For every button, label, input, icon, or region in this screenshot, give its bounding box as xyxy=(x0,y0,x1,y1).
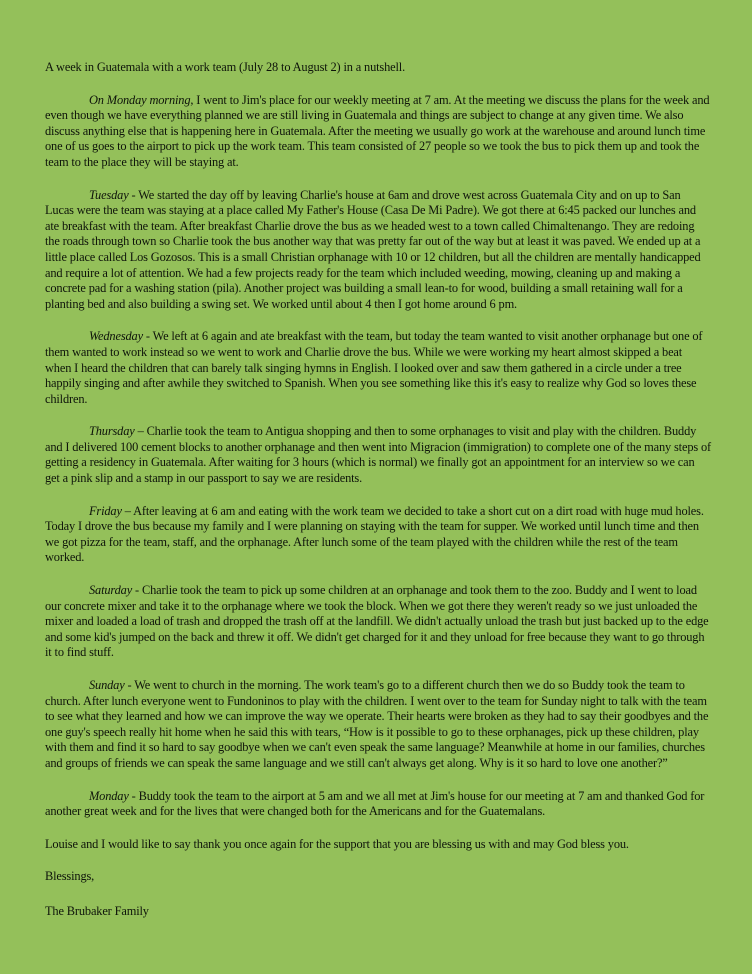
paragraph-text: , I went to Jim's place for our weekly meeting at 7 am. At the meeting we discuss the plans for the week and even though we have everything planned we are still living in Guatemala and things are subject to change at any given time. We also discuss anything else that is happening here in Guatemala. After the meeting we usually go work at the warehouse and around lunch time one of us goes to the airport to pick up the work team. This team consisted of 27 people so we took the bus to pick them up and took the team to the place they will be staying at. xyxy=(45,92,710,169)
day-label: Tuesday xyxy=(89,187,129,202)
paragraph-monday xyxy=(45,789,711,820)
letter-page xyxy=(45,60,711,939)
signature: The Brubaker Family xyxy=(45,903,149,918)
paragraph-monday-morning xyxy=(45,93,711,171)
day-label: Friday xyxy=(89,503,122,518)
paragraph-text: - We started the day off by leaving Charlie's house at 6am and drove west across Guatemala City and on up to San Lucas were the team was staying at a place called My Father's House (Casa De Mi Padre). We got there at 6:45 packed our lunches and ate breakfast with the team. After breakfast Charlie drove the bus as we headed west to a town called Chimaltenango. They are redoing the roads through town so Charlie took the bus another way that was pretty far out of the way but at least it was paved. We ended up at a little place called Los Gozosos. This is a small Christian orphanage with 10 or 12 children, but all the children are mentally handicapped and require a lot of attention. We had a few projects ready for the team which included weeding, mowing, cleaning up and making a concrete pad for a washing station (pila). Another project was building a small lean-to for wood, building a small retaining wall for a planting bed and also building a swing set. We worked until about 4 then I got home around 6 pm. xyxy=(45,187,701,311)
day-label: Monday xyxy=(89,788,129,803)
paragraph-thursday xyxy=(45,424,711,486)
paragraph-saturday xyxy=(45,583,711,661)
letter-title: A week in Guatemala with a work team (July 28 to August 2) in a nutshell. xyxy=(45,60,406,74)
paragraph-text: – Charlie took the team to Antigua shopping and then to some orphanages to visit and play with the children. Buddy and I delivered 100 cement blocks to another orphanage and then went into Migracion (immigration) to complete one of the many steps of getting a residency in Guatemala. After waiting for 3 hours (which is normal) we finally got an appointment for an interview so we can get a pink slip and a stamp in our passport to say we are residents. xyxy=(45,424,712,486)
day-label: Wednesday xyxy=(89,329,143,344)
day-label: Thursday xyxy=(89,424,135,439)
paragraph-text: - Buddy took the team to the airport at 5 am and we all met at Jim's house for our meeting at 7 am and thanked God for another great week and for the lives that were changed both for the Americans and for the Guatemalans. xyxy=(45,788,705,819)
paragraph-tuesday xyxy=(45,188,711,313)
day-label: On Monday morning xyxy=(89,92,191,107)
day-label: Saturday xyxy=(89,583,133,598)
day-label: Sunday xyxy=(89,678,125,692)
paragraph-sunday xyxy=(45,678,711,772)
paragraph-wednesday xyxy=(45,329,711,407)
paragraph-text: - Charlie took the team to pick up some children at an orphanage and took them to the zoo. Buddy and I went to load our concrete mixer and take it to the orphanage where we took the block. When we got there they weren't ready so we just unloaded the mixer and loaded a load of trash and dropped the trash off at the landfill. We didn't actually unload the trash but just backed up to the edge and some kid's jumped on the back and threw it off. We didn't get charged for it and they unload for free because they want to go through it to find stuff. xyxy=(45,583,709,660)
paragraph-text: - We left at 6 again and ate breakfast with the team, but today the team wanted to visit another orphanage but one of them wanted to work instead so we went to work and Charlie drove the bus. While we were working my heart almost skipped a beat when I heard the children that can barely talk singing hymns in English. I looked over and saw them gathered in a circle under a tree happily singing and after awhile they switched to Spanish. When you see something like this it's easy to realize why God so loves these children. xyxy=(45,329,703,406)
paragraph-friday xyxy=(45,504,711,566)
paragraph-text: – After leaving at 6 am and eating with the work team we decided to take a short cut on a dirt road with huge mud holes. Today I drove the bus because my family and I were planning on staying with the team for supper. We worked until lunch time and then we got pizza for the team, staff, and the orphanage. After lunch some of the team played with the children while the rest of the team worked. xyxy=(45,503,704,565)
thanks-paragraph: Louise and I would like to say thank you once again for the support that you are blessing us with and may God bless you. xyxy=(45,836,629,851)
sign-off: Blessings, xyxy=(45,869,95,884)
paragraph-text: - We went to church in the morning. The work team's go to a different church then we do so Buddy took the team to church. After lunch everyone went to Fundoninos to play with the children. I went over to the team for Sunday night to talk with the team to see what they learned and how we can improve the way we operate. Their hearts were broken as they had to say their goodbyes and the one guy's speech really hit home when he said this with tears, “How is it possible to go to these orphanages, pick up these children, play with them and find it so hard to say goodbye when we can't even speak the same language? Meanwhile at home in our families, churches and groups of friends we can speak the same language and we still can't always get along. Why is it so hard to love one another?” xyxy=(45,678,709,770)
